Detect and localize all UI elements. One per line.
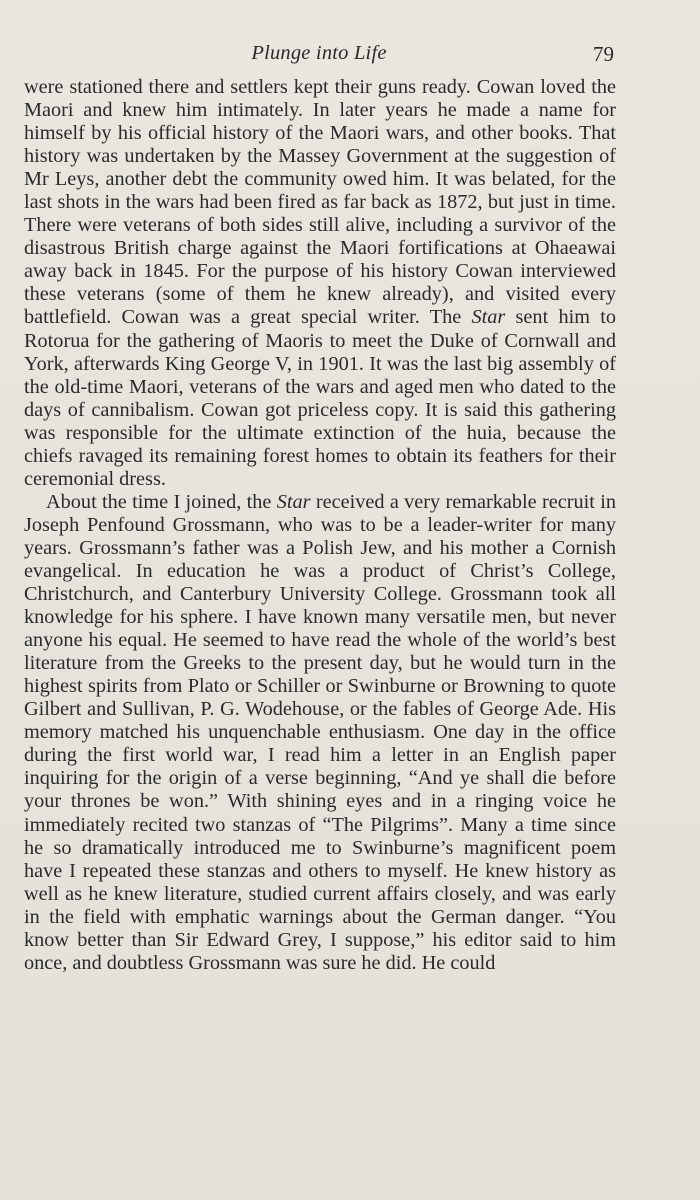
running-head: Plunge into Life: [251, 42, 387, 64]
text-run: were stationed there and settlers kept their guns ready. Cowan loved the Maori and knew him intimately. In later years he made a name for himself by his official history of the Maori wars, and other books. That history was undertaken by the Massey Government at the suggestion of Mr Leys, another debt the community owed him. It was belated, for the last shots in the wars had been fired as far back as 1872, but just in time. There were veterans of both sides still alive, including a survivor of the disastrous British charge against the Maori fortifications at Ohaeawai away back in 1845. For the purpose of his history Cowan interviewed these veterans (some of them he knew already), and visited every battlefield. Cowan was a great special writer. The: [24, 76, 616, 329]
body-text: [24, 76, 616, 975]
text-run: received a very remarkable recruit in Joseph Penfound Grossmann, who was to be a leader-writer for many years. Grossmann’s father was a Polish Jew, and his mother a Cornish evangelical. In education he was a product of Christ’s College, Christchurch, and Canterbury University College. Grossmann took all knowledge for his sphere. I have known many versatile men, but never anyone his equal. He seemed to have read the whole of the world’s best literature from the Greeks to the present day, but he would turn in the highest spirits from Plato or Schiller or Swinburne or Browning to quote Gilbert and Sullivan, P. G. Wodehouse, or the fables of George Ade. His memory matched his unquenchable enthusiasm. One day in the office during the first world war, I read him a letter in an English paper inquiring for the origin of a verse beginning, “And ye shall die before your thrones be won.” With shining eyes and in a ringing voice he immediately recited two stanzas of “The Pilgrims”. Many a time since he so dramatically introduced me to Swinburne’s magnificent poem have I repeated these stanzas and others to myself. He knew history as well as he knew literature, studied current affairs closely, and was early in the field with emphatic warnings about the German danger. “You know better than Sir Edward Grey, I suppose,” his editor said to him once, and doubtless Grossmann was sure he did. He could: [24, 490, 617, 974]
paragraph-2: [24, 491, 616, 975]
newspaper-title: Star: [471, 306, 506, 329]
text-run: sent him to Rotorua for the gathering of Maoris to meet the Duke of Cornwall and York, afterwards King George V, in 1901. It was the last big assembly of the old-time Maori, veterans of the wars and aged men who dated to the days of cannibalism. Cowan got priceless copy. It is said this gathering was responsible for the ultimate extinction of the huia, because the chiefs ravaged its remaining forest homes to obtain its feathers for their ceremonial dress.: [24, 306, 616, 490]
page-header: [24, 42, 614, 72]
newspaper-title: Star: [276, 490, 311, 513]
text-run: About the time I joined, the: [46, 490, 277, 513]
paragraph-1: [24, 76, 616, 491]
page-number: 79: [593, 42, 614, 66]
